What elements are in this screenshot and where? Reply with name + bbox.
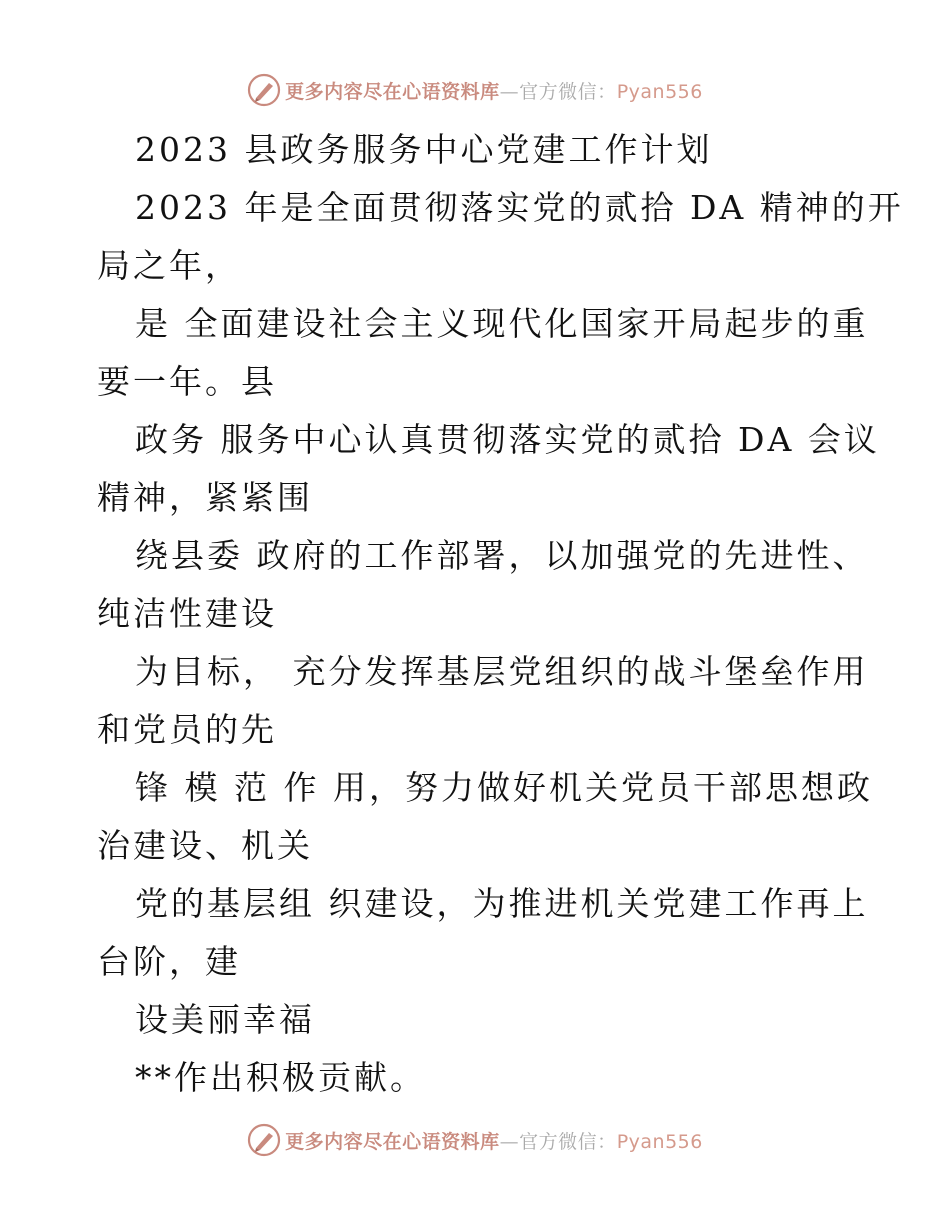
banner-dash: —: [499, 80, 520, 103]
footer-banner: [0, 1120, 950, 1160]
banner-official-label: 官方微信：: [519, 1130, 617, 1153]
banner-dash: —: [499, 1130, 520, 1153]
paragraph-line: 纯洁性建设: [97, 594, 277, 633]
paragraph-line: 精神，紧紧围: [97, 478, 313, 517]
paragraph-line: 治建设、机关: [97, 826, 313, 865]
quill-pen-logo-icon: [247, 73, 281, 107]
paragraph-line: 锋 模 范 作 用，努力做好机关党员干部思想政: [135, 768, 873, 807]
document-title: 2023 县政务服务中心党建工作计划: [135, 130, 713, 169]
paragraph-line: 绕县委 政府的工作部署，以加强党的先进性、: [135, 536, 869, 575]
banner-official-label: 官方微信：: [519, 80, 617, 103]
banner-wechat-id: Pyan556: [616, 80, 703, 103]
banner-main-text: 更多内容尽在心语资料库: [285, 80, 500, 103]
banner-text: [285, 1127, 703, 1154]
paragraph-line: 为目标， 充分发挥基层党组织的战斗堡垒作用: [135, 652, 869, 691]
paragraph-line: 台阶，建: [97, 942, 241, 981]
paragraph-line: 和党员的先: [97, 710, 277, 749]
header-banner: [0, 70, 950, 110]
paragraph-line: 政务 服务中心认真贯彻落实党的贰拾 DA 会议: [135, 420, 880, 459]
paragraph-line: 要一年。县: [97, 362, 277, 401]
paragraph-line: **作出积极贡献。: [135, 1058, 426, 1097]
paragraph-line: 设美丽幸福: [135, 1000, 315, 1039]
banner-text: [285, 77, 703, 104]
banner-wechat-id: Pyan556: [616, 1130, 703, 1153]
banner-main-text: 更多内容尽在心语资料库: [285, 1130, 500, 1153]
paragraph-line: 局之年，: [97, 246, 241, 285]
quill-pen-logo-icon: [247, 1123, 281, 1157]
paragraph-line: 2023 年是全面贯彻落实党的贰拾 DA 精神的开: [135, 188, 904, 227]
document-body: [97, 121, 904, 1107]
paragraph-line: 是 全面建设社会主义现代化国家开局起步的重: [135, 304, 869, 343]
paragraph-line: 党的基层组 织建设，为推进机关党建工作再上: [135, 884, 869, 923]
